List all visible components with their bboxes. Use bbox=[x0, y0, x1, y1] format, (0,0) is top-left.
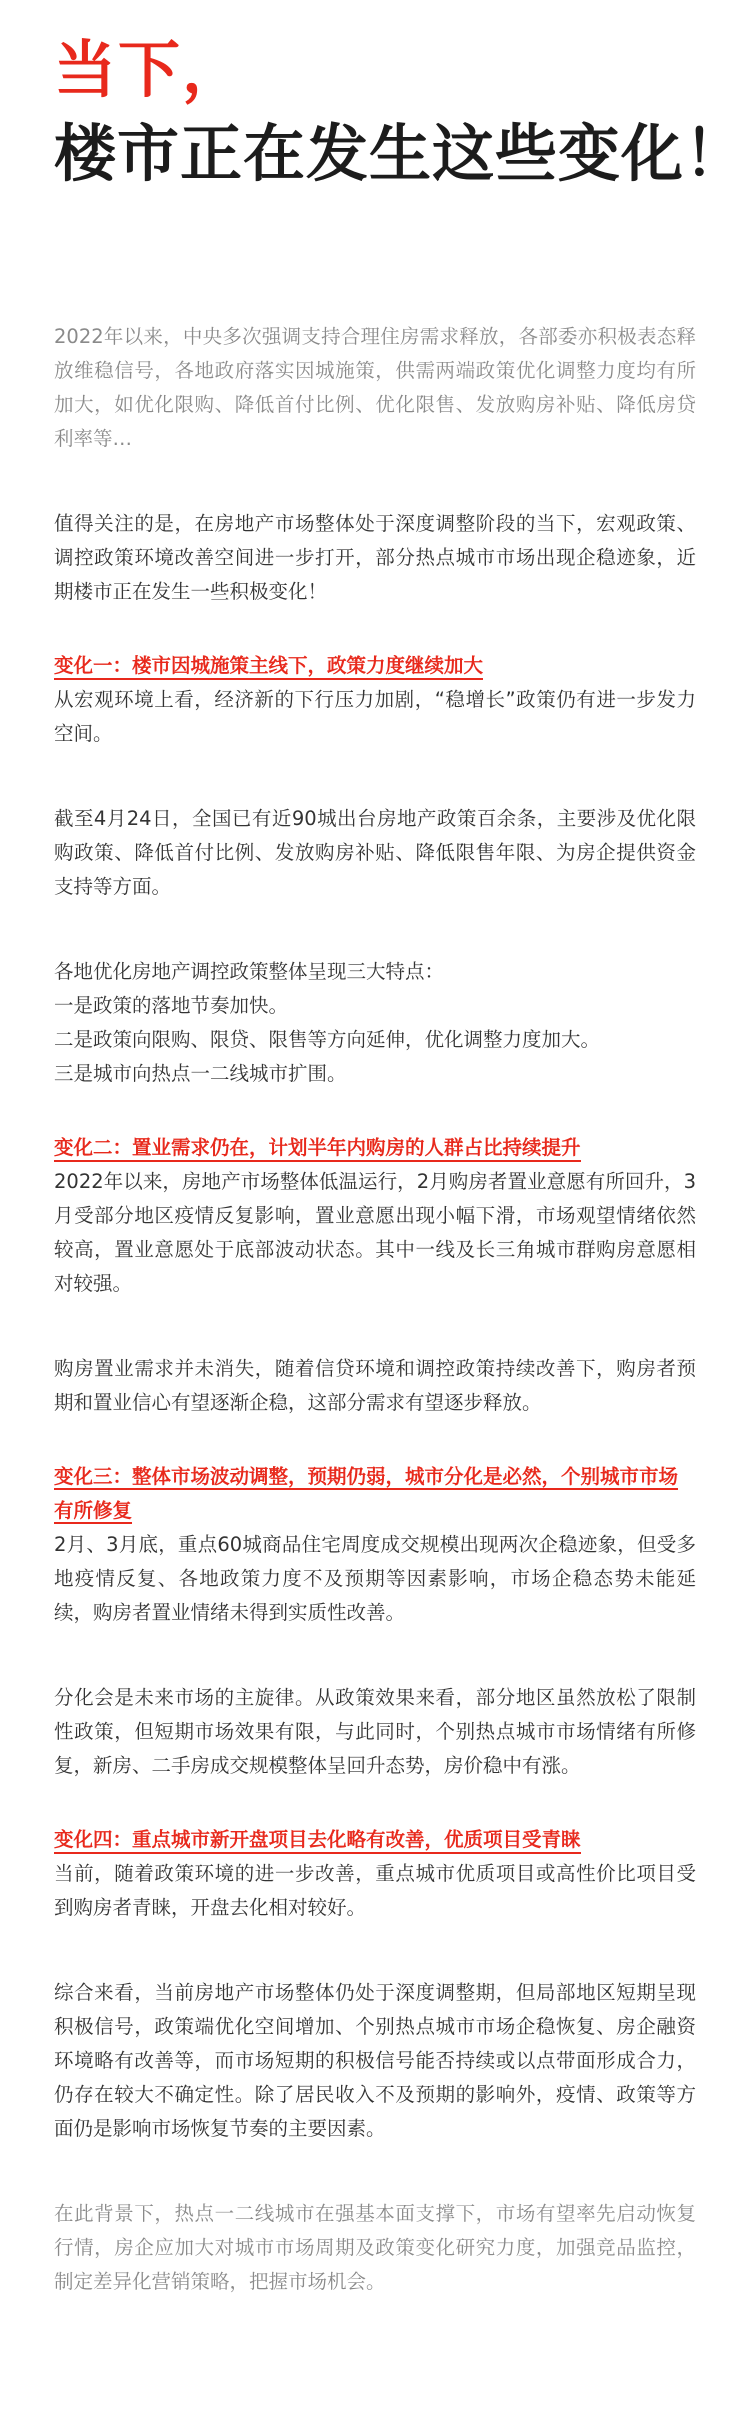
title-block bbox=[54, 0, 748, 196]
section-4-paragraph-1: 当前，随着政策环境的进一步改善，重点城市优质项目或高性价比项目受到购房者青睐，开盘去化相对较好。 bbox=[54, 1862, 696, 1919]
section-1-heading-text: 变化一：楼市因城施策主线下，政策力度继续加大 bbox=[54, 654, 483, 680]
section-1-paragraph-3 bbox=[54, 955, 696, 1091]
section-2-paragraph-1: 2022年以来，房地产市场整体低温运行，2月购房者置业意愿有所回升，3月受部分地区疫情反复影响，置业意愿出现小幅下滑，市场观望情绪依然较高，置业意愿处于底部波动状态。其中一线及长三角城市群购房意愿相对较强。 bbox=[54, 1170, 696, 1295]
section-1-feature-item: 二是政策向限购、限贷、限售等方向延伸，优化调整力度加大。 bbox=[54, 1028, 601, 1051]
section-3-paragraph-1: 2月、3月底，重点60城商品住宅周度成交规模出现两次企稳迹象，但受多地疫情反复、各地政策力度不及预期等因素影响，市场企稳态势未能延续，购房者置业情绪未得到实质性改善。 bbox=[54, 1533, 696, 1624]
summary-paragraph: 综合来看，当前房地产市场整体仍处于深度调整期，但局部地区短期呈现积极信号，政策端优化空间增加、个别热点城市市场企稳恢复、房企融资环境略有改善等，而市场短期的积极信号能否持续或以点带面形成合力，仍存在较大不确定性。除了居民收入不及预期的影响外，疫情、政策等方面仍是影响市场恢复节奏的主要因素。 bbox=[54, 1981, 696, 2140]
lead-paragraph: 值得关注的是，在房地产市场整体处于深度调整阶段的当下，宏观政策、调控政策环境改善空间进一步打开，部分热点城市市场出现企稳迹象，近期楼市正在发生一些积极变化！ bbox=[54, 512, 696, 603]
section-2-paragraph-2: 购房置业需求并未消失，随着信贷环境和调控政策持续改善下，购房者预期和置业信心有望逐渐企稳，这部分需求有望逐步释放。 bbox=[54, 1357, 696, 1414]
title-line-1: 当下， bbox=[54, 33, 247, 106]
section-1-paragraph-1: 从宏观环境上看，经济新的下行压力加剧，“稳增长”政策仍有进一步发力空间。 bbox=[54, 688, 696, 745]
section-1-feature-item: 一是政策的落地节奏加快。 bbox=[54, 994, 289, 1017]
section-3-paragraph-2: 分化会是未来市场的主旋律。从政策效果来看，部分地区虽然放松了限制性政策，但短期市场效果有限，与此同时，个别热点城市市场情绪有所修复，新房、二手房成交规模整体呈回升态势，房价稳中有涨。 bbox=[54, 1686, 696, 1777]
section-2-heading bbox=[54, 1131, 696, 1165]
article-body bbox=[54, 320, 696, 2299]
section-1-heading bbox=[54, 649, 696, 683]
intro-paragraph: 2022年以来，中央多次强调支持合理住房需求释放，各部委亦积极表态释放维稳信号，各地政府落实因城施策，供需两端政策优化调整力度均有所加大，如优化限购、降低首付比例、优化限售、发放购房补贴、降低房贷利率等… bbox=[54, 325, 696, 450]
title-line-2: 楼市正在发生这些变化！ bbox=[54, 117, 748, 190]
section-4-heading-text: 变化四：重点城市新开盘项目去化略有改善，优质项目受青睐 bbox=[54, 1828, 581, 1854]
section-1-paragraph-2: 截至4月24日，全国已有近90城出台房地产政策百余条，主要涉及优化限购政策、降低首付比例、发放购房补贴、降低限售年限、为房企提供资金支持等方面。 bbox=[54, 807, 696, 898]
section-3-heading bbox=[54, 1460, 696, 1528]
section-1-feature-item: 三是城市向热点一二线城市扩围。 bbox=[54, 1062, 347, 1085]
section-2-heading-text: 变化二：置业需求仍在，计划半年内购房的人群占比持续提升 bbox=[54, 1136, 581, 1162]
section-1-features-intro: 各地优化房地产调控政策整体呈现三大特点： bbox=[54, 960, 445, 983]
section-3-heading-text: 变化三：整体市场波动调整，预期仍弱，城市分化是必然，个别城市市场有所修复 bbox=[54, 1465, 679, 1522]
section-4-heading bbox=[54, 1823, 696, 1857]
closing-paragraph: 在此背景下，热点一二线城市在强基本面支撑下，市场有望率先启动恢复行情，房企应加大对城市市场周期及政策变化研究力度，加强竞品监控，制定差异化营销策略，把握市场机会。 bbox=[54, 2202, 696, 2293]
